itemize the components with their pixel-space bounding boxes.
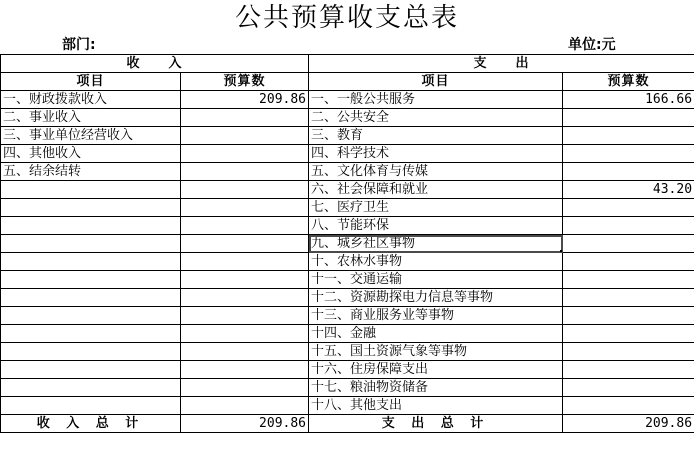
table-row	[1, 109, 694, 127]
expense-section-header[interactable]: 支 出	[309, 55, 694, 73]
income-amount-cell[interactable]	[181, 145, 309, 163]
expense-amount-cell[interactable]	[563, 217, 694, 235]
table-row	[1, 289, 694, 307]
expense-item-cell[interactable]: 十五、国土资源气象等事物	[309, 343, 563, 361]
income-item-cell[interactable]	[1, 199, 181, 217]
expense-amount-cell[interactable]	[563, 271, 694, 289]
income-amount-cell[interactable]	[181, 397, 309, 415]
expense-amount-cell[interactable]	[563, 361, 694, 379]
table-row	[1, 199, 694, 217]
income-amount-cell[interactable]	[181, 181, 309, 199]
expense-item-cell[interactable]: 七、医疗卫生	[309, 199, 563, 217]
income-amount-cell[interactable]	[181, 199, 309, 217]
income-amount-cell[interactable]	[181, 343, 309, 361]
income-item-cell[interactable]	[1, 397, 181, 415]
income-total-label[interactable]: 收 入 总 计	[1, 415, 181, 433]
income-amount-cell[interactable]	[181, 109, 309, 127]
table-row	[1, 307, 694, 325]
expense-amount-cell[interactable]	[563, 127, 694, 145]
department-label: 部门:	[62, 37, 96, 53]
income-amount-cell[interactable]	[181, 127, 309, 145]
table-row	[1, 181, 694, 199]
income-item-header[interactable]: 项目	[1, 73, 181, 91]
expense-item-cell[interactable]: 一、一般公共服务	[309, 91, 563, 109]
income-item-cell[interactable]: 五、结余结转	[1, 163, 181, 181]
table-row	[1, 379, 694, 397]
expense-item-cell[interactable]: 十三、商业服务业等事物	[309, 307, 563, 325]
expense-item-cell[interactable]: 五、文化体育与传媒	[309, 163, 563, 181]
expense-amount-cell[interactable]: 43.20	[563, 181, 694, 199]
meta-row	[0, 36, 694, 54]
sheet-title: 公共预算收支总表	[234, 3, 459, 33]
income-item-cell[interactable]: 二、事业收入	[1, 109, 181, 127]
table-row	[1, 235, 694, 253]
income-amount-cell[interactable]	[181, 307, 309, 325]
table-row	[1, 271, 694, 289]
expense-item-cell[interactable]: 十四、金融	[309, 325, 563, 343]
table-row	[1, 163, 694, 181]
expense-amount-cell[interactable]	[563, 307, 694, 325]
income-amount-header[interactable]: 预算数	[181, 73, 309, 91]
income-total-amount[interactable]: 209.86	[181, 415, 309, 433]
income-item-cell[interactable]	[1, 181, 181, 199]
income-amount-cell[interactable]	[181, 361, 309, 379]
table-row	[1, 253, 694, 271]
unit-label: 单位:元	[568, 37, 616, 53]
income-item-cell[interactable]	[1, 253, 181, 271]
income-item-cell[interactable]	[1, 271, 181, 289]
section-header-row	[1, 55, 694, 73]
income-item-cell[interactable]: 三、事业单位经营收入	[1, 127, 181, 145]
expense-amount-cell[interactable]	[563, 109, 694, 127]
table-row	[1, 145, 694, 163]
expense-amount-cell[interactable]	[563, 145, 694, 163]
income-amount-cell[interactable]	[181, 325, 309, 343]
table-row	[1, 343, 694, 361]
expense-item-cell[interactable]: 十一、交通运输	[309, 271, 563, 289]
column-header-row	[1, 73, 694, 91]
expense-total-amount[interactable]: 209.86	[563, 415, 694, 433]
expense-amount-cell[interactable]	[563, 163, 694, 181]
selected-cell[interactable]: 九、城乡社区事物	[309, 235, 563, 253]
expense-item-cell[interactable]: 六、社会保障和就业	[309, 181, 563, 199]
expense-item-cell[interactable]: 八、节能环保	[309, 217, 563, 235]
income-amount-cell[interactable]	[181, 217, 309, 235]
expense-item-cell[interactable]: 十八、其他支出	[309, 397, 563, 415]
income-section-header[interactable]: 收 入	[1, 55, 309, 73]
income-amount-cell[interactable]	[181, 253, 309, 271]
totals-row	[1, 415, 694, 433]
income-item-cell[interactable]	[1, 307, 181, 325]
income-amount-cell[interactable]	[181, 163, 309, 181]
expense-amount-cell[interactable]	[563, 379, 694, 397]
expense-item-cell[interactable]: 四、科学技术	[309, 145, 563, 163]
income-item-cell[interactable]	[1, 325, 181, 343]
expense-total-label[interactable]: 支 出 总 计	[309, 415, 563, 433]
income-item-cell[interactable]: 一、财政拨款收入	[1, 91, 181, 109]
expense-amount-cell[interactable]	[563, 343, 694, 361]
expense-item-cell[interactable]: 十、农林水事物	[309, 253, 563, 271]
income-amount-cell[interactable]	[181, 271, 309, 289]
expense-item-cell[interactable]: 二、公共安全	[309, 109, 563, 127]
income-amount-cell[interactable]	[181, 379, 309, 397]
expense-amount-cell[interactable]	[563, 199, 694, 217]
expense-amount-cell[interactable]	[563, 235, 694, 253]
income-item-cell[interactable]	[1, 361, 181, 379]
expense-amount-cell[interactable]: 166.66	[563, 91, 694, 109]
expense-item-cell[interactable]: 十六、住房保障支出	[309, 361, 563, 379]
income-amount-cell[interactable]	[181, 235, 309, 253]
expense-amount-cell[interactable]	[563, 325, 694, 343]
table-row	[1, 217, 694, 235]
table-row	[1, 397, 694, 415]
expense-amount-cell[interactable]	[563, 289, 694, 307]
expense-item-cell[interactable]: 十二、资源勘探电力信息等事物	[309, 289, 563, 307]
table-row	[1, 91, 694, 109]
income-item-cell[interactable]: 四、其他收入	[1, 145, 181, 163]
expense-amount-cell[interactable]	[563, 253, 694, 271]
income-item-cell[interactable]	[1, 217, 181, 235]
expense-item-header[interactable]: 项目	[309, 73, 563, 91]
income-item-cell[interactable]	[1, 379, 181, 397]
expense-amount-header[interactable]: 预算数	[563, 73, 694, 91]
income-item-cell[interactable]	[1, 289, 181, 307]
income-item-cell[interactable]	[1, 343, 181, 361]
table-row	[1, 361, 694, 379]
income-amount-cell[interactable]: 209.86	[181, 91, 309, 109]
income-item-cell[interactable]	[1, 235, 181, 253]
fill-handle[interactable]	[560, 250, 563, 253]
expense-item-cell[interactable]: 三、教育	[309, 127, 563, 145]
table-row	[1, 127, 694, 145]
expense-amount-cell[interactable]	[563, 397, 694, 415]
table-row	[1, 325, 694, 343]
income-amount-cell[interactable]	[181, 289, 309, 307]
expense-item-cell[interactable]: 十七、粮油物资储备	[309, 379, 563, 397]
budget-table	[0, 54, 694, 433]
